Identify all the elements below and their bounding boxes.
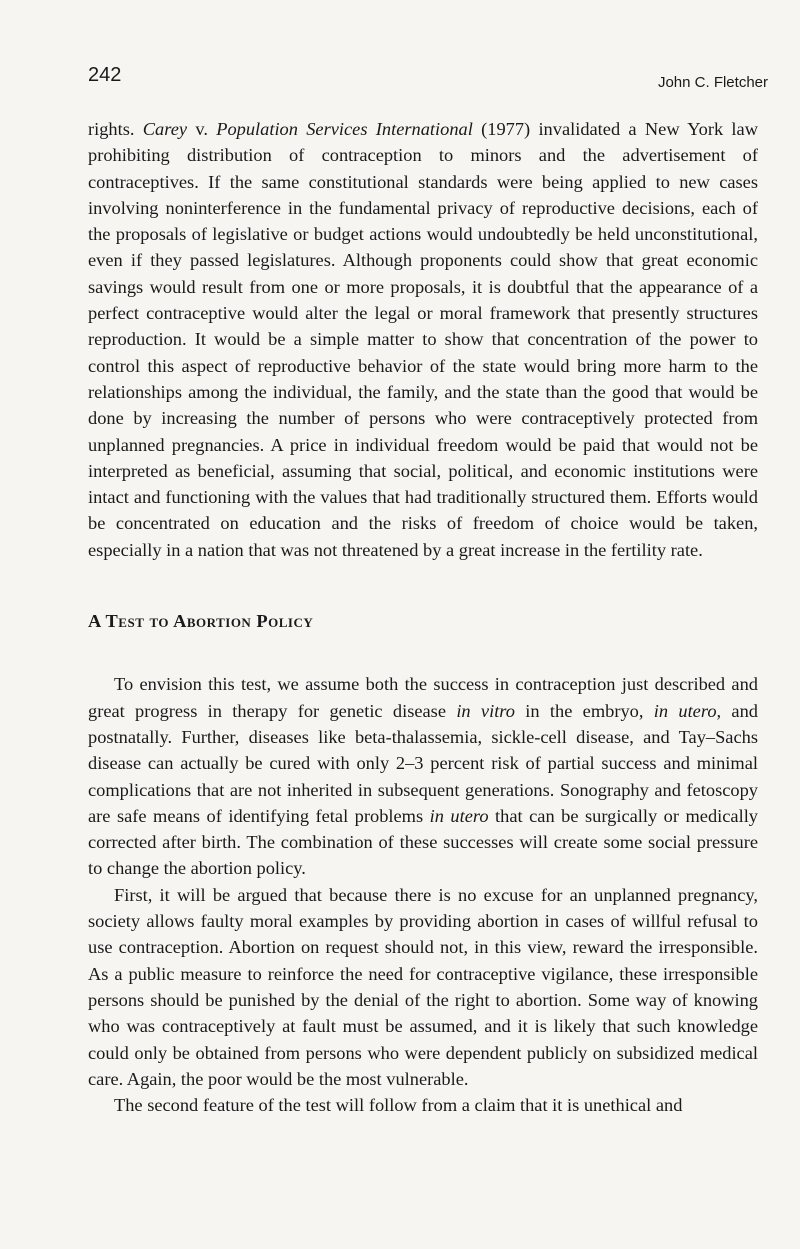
italic-term: in utero bbox=[429, 805, 489, 826]
running-head-author: John C. Fletcher bbox=[657, 74, 768, 91]
paragraph-text: rights. bbox=[88, 119, 143, 139]
paragraph-text: v. bbox=[187, 119, 217, 139]
section-heading: A Test to Abortion Policy bbox=[88, 611, 314, 632]
paragraph-text: To envision this test, we assume both the success in contraception just described and great progress in therapy for genetic disease bbox=[88, 674, 758, 721]
italic-term: in vitro bbox=[456, 700, 515, 721]
paragraph-text: (1977) invalidated a New York law prohibiting distribution of contraception to minors and the advertisement of contraceptives. If the same constitutional standards were being applied to new cases involving noninterference in the fundamental privacy of reproductive decisions, each of the proposals of legislative or budget actions would undoubtedly be held unconstitutional, even if they passed legislatures. Although proponents could show that great economic savings would result from one or more proposals, it is doubtful that the appearance of a perfect contraceptive would alter the legal or moral framework that presently structures reproduction. It would be a simple matter to show that concentration of the power to control this aspect of reproductive behavior of the state would bring more harm to the relationships among the individual, the family, and the state than the good that would be done by increasing the number of persons who were contraceptively protected from unplanned pregnancies. A price in individual freedom would be paid that would not be interpreted as beneficial, assuming that social, political, and economic institutions were intact and functioning with the values that had traditionally structured them. Efforts would be concentrated on education and the risks of freedom of choice would be taken, especially in a nation that was not threatened by a great increase in the fertility rate. bbox=[88, 119, 758, 560]
case-name-italic: Carey bbox=[142, 119, 188, 139]
paragraph-text: and postnatally. Further, diseases like beta-thalassemia, sickle-cell disease, and Tay–Sachs disease can actually be cured with only 2–3 percent risk of partial success and minimal complications that are not inherited in subsequent generations. Sonography and fetoscopy are safe means of identifying fetal problems bbox=[88, 700, 758, 826]
case-party-italic: Population Services International bbox=[216, 119, 473, 139]
paragraph-second-feature: The second feature of the test will follow from a claim that it is unethical and bbox=[114, 1095, 683, 1116]
body-text bbox=[88, 116, 758, 1118]
paragraph-carey-case bbox=[88, 116, 758, 563]
italic-term: in utero, bbox=[653, 700, 722, 721]
page-number: 242 bbox=[88, 64, 122, 86]
paragraph-first-argument: First, it will be argued that because there is no excuse for an unplanned pregnancy, society allows faulty moral examples by providing abortion in cases of willful refusal to use contraception. Abortion on request should not, in this view, reward the irresponsible. As a public measure to reinforce the need for contraceptive vigilance, these irresponsible persons should be punished by the denial of the right to abortion. Some way of knowing who was contraceptively at fault must be assumed, and it is likely that such knowledge could only be obtained from persons who were dependent publicly on subsidized medical care. Again, the poor would be the most vulnerable. bbox=[88, 884, 758, 1089]
paragraph-text: that can be surgically or medically corrected after birth. The combination of these successes will create some social pressure to change the abortion policy. bbox=[88, 805, 758, 879]
paragraph-text: in the embryo, bbox=[514, 700, 654, 721]
paragraph-test-envision bbox=[88, 671, 758, 881]
page-header bbox=[88, 60, 772, 94]
